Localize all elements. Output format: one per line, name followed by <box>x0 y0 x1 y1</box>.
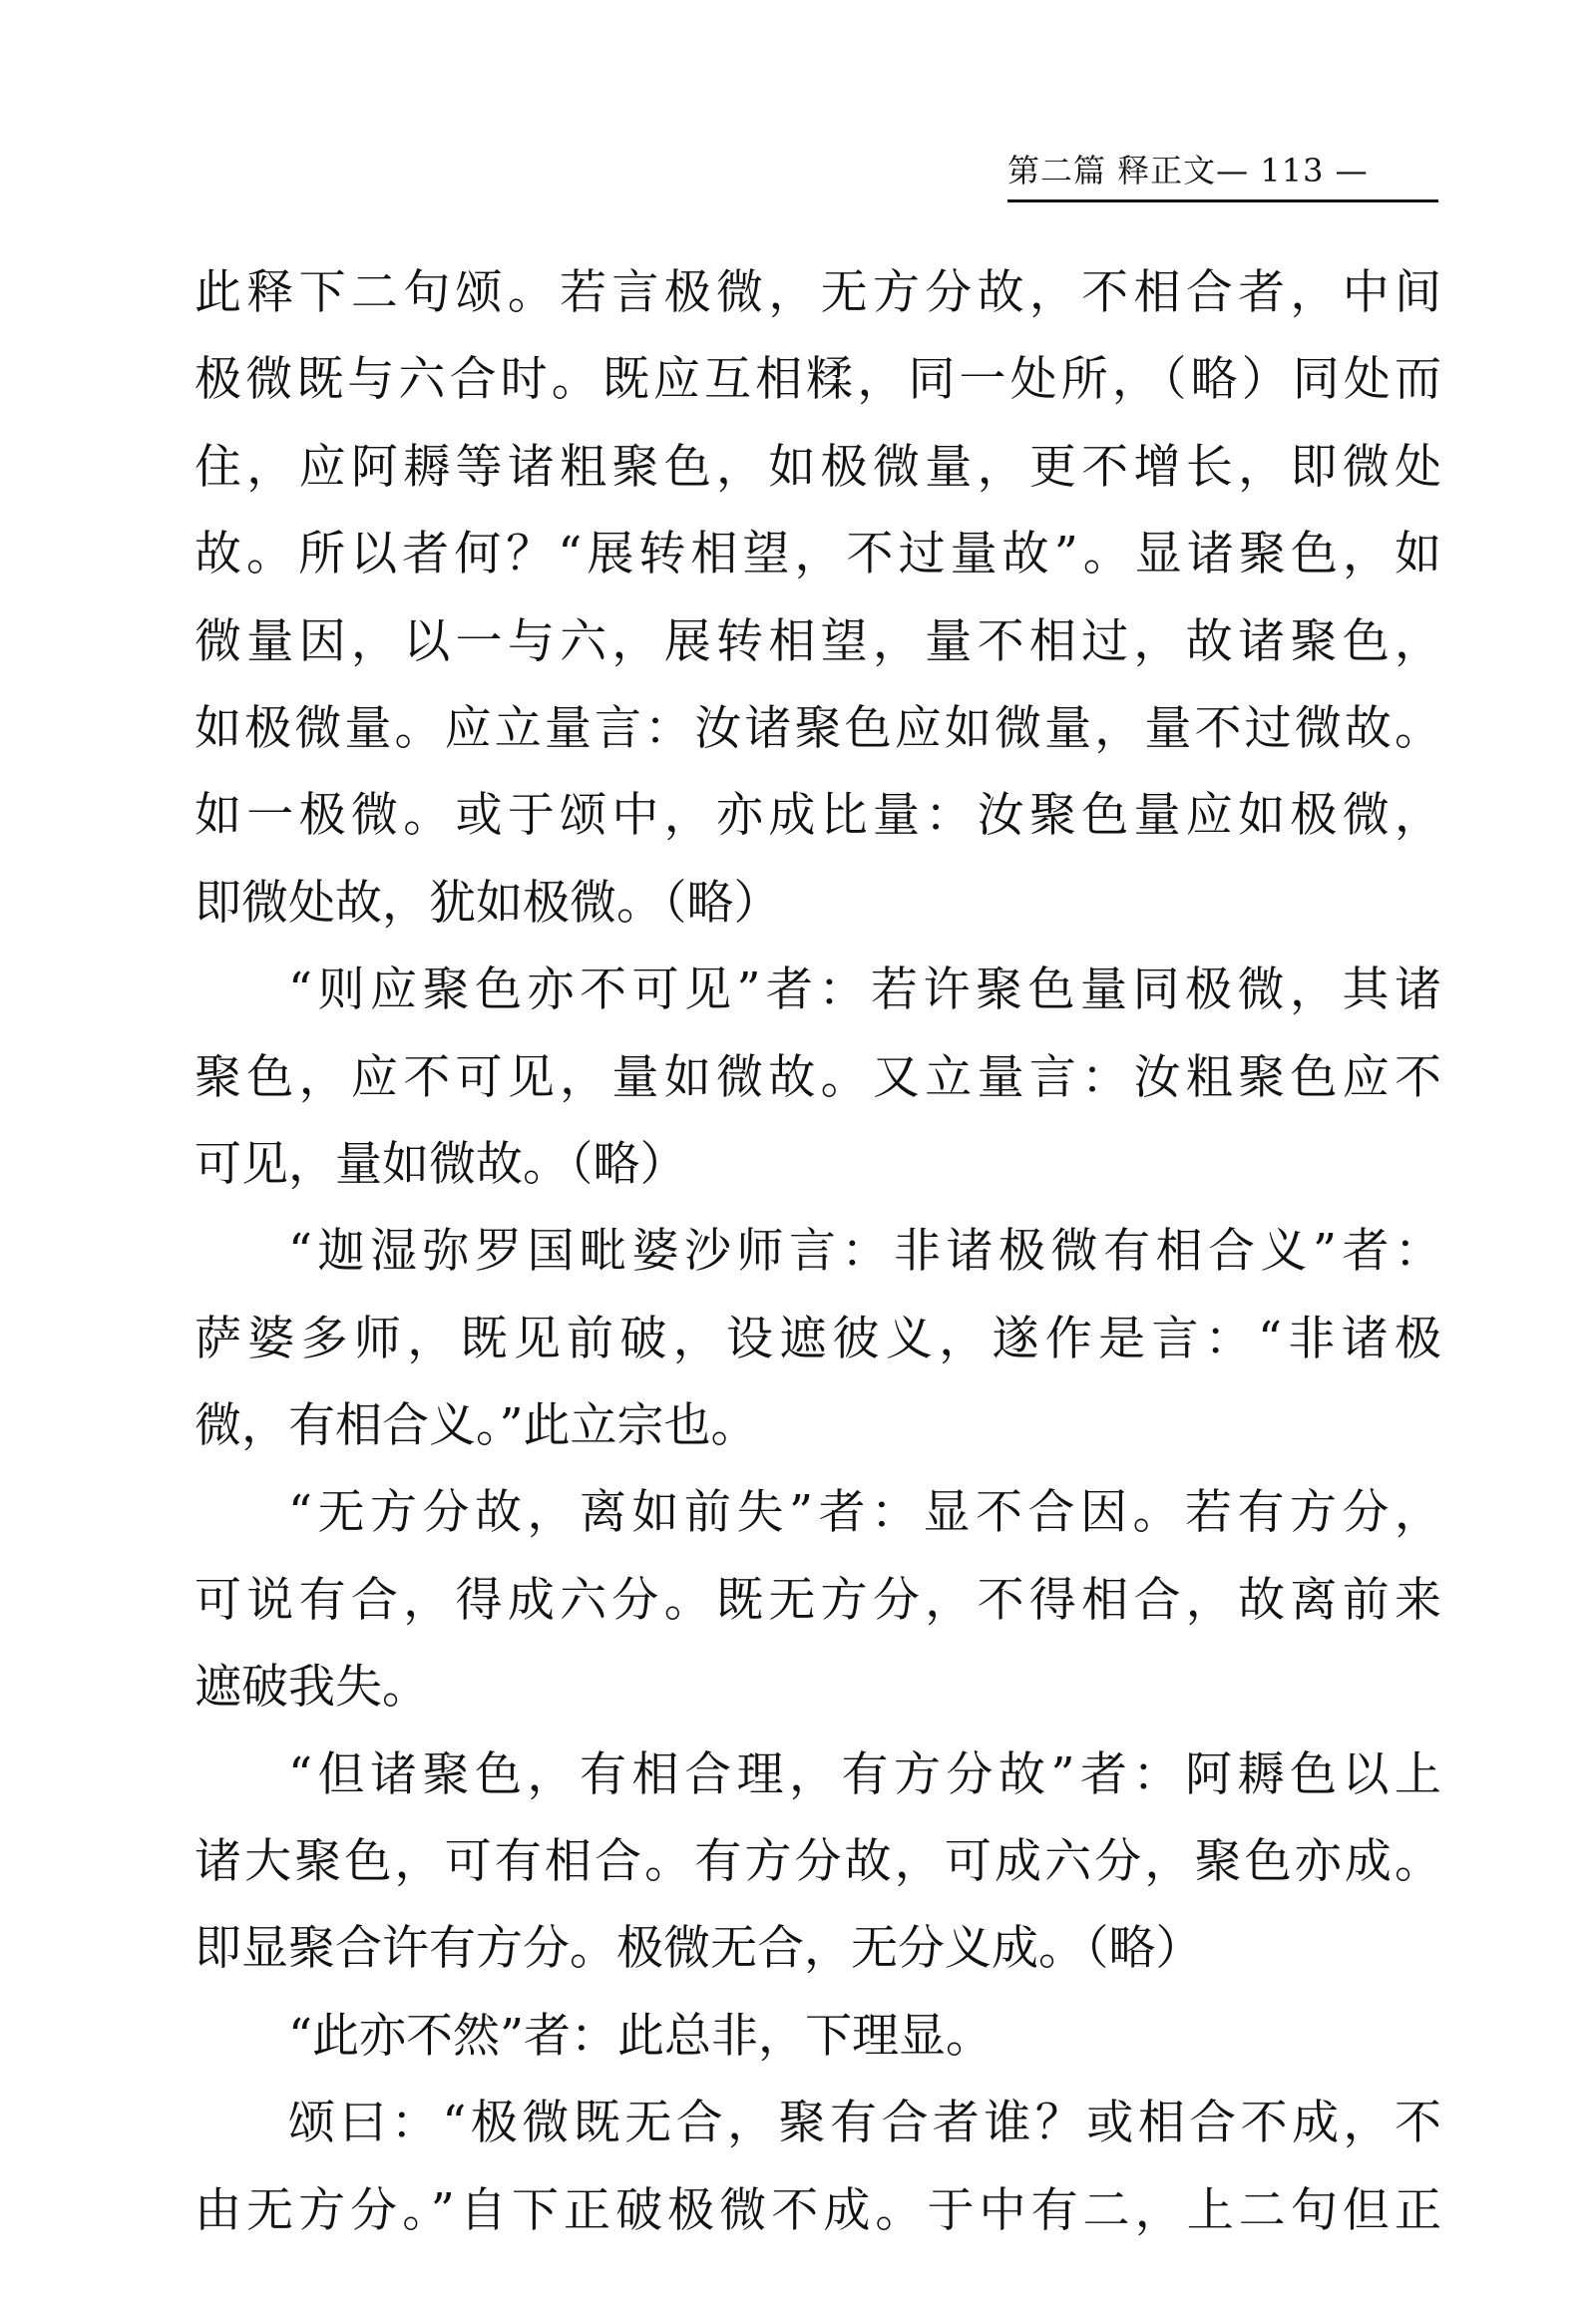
header-rule <box>1007 199 1438 202</box>
text-line: 微，有相合义。”此立宗也。 <box>195 1398 758 1454</box>
text-line: 萨婆多师，既见前破，设遮彼义，遂作是言：“非诸极 <box>195 1311 1441 1366</box>
text-line: “但诸聚色，有相合理，有方分故”者：阿耨色以上 <box>288 1746 1441 1802</box>
text-line: 颂曰：“极微既无合，聚有合者谁？或相合不成，不 <box>288 2096 1441 2151</box>
text-line: 故。所以者何？“展转相望，不过量故”。显诸聚色，如 <box>195 527 1441 582</box>
text-line: 如极微量。应立量言：汝诸聚色应如微量，量不过微故。 <box>195 700 1441 756</box>
text-line: “无方分故，离如前失”者：显不合因。若有方分， <box>288 1485 1441 1541</box>
text-line: 如一极微。或于颂中，亦成比量：汝聚色量应如极微， <box>195 788 1441 844</box>
text-line: 极微既与六合时。既应互相糅，同一处所，（略）同处而 <box>195 352 1441 408</box>
text-line: 微量因，以一与六，展转相望，量不相过，故诸聚色， <box>195 613 1441 669</box>
text-line: “迦湿弥罗国毗婆沙师言：非诸极微有相合义”者： <box>288 1224 1441 1280</box>
text-line: 可说有合，得成六分。既无方分，不得相合，故离前来 <box>195 1572 1441 1628</box>
body-text <box>195 249 1441 2254</box>
text-line: 可见，量如微故。（略） <box>195 1136 687 1192</box>
text-line: 诸大聚色，可有相合。有方分故，可成六分，聚色亦成。 <box>195 1834 1441 1890</box>
text-line: 住，应阿耨等诸粗聚色，如极微量，更不增长，即微处 <box>195 439 1441 495</box>
text-line: 即微处故，犹如极微。（略） <box>195 875 781 931</box>
running-header: 第二篇 释正文— 113 — <box>1007 152 1369 190</box>
text-line: 此释下二句颂。若言极微，无方分故，不相合者，中间 <box>195 265 1441 320</box>
text-line: 聚色，应不可见，量如微故。又立量言：汝粗聚色应不 <box>195 1049 1441 1105</box>
text-line: 即显聚合许有方分。极微无合，无分义成。（略） <box>195 1921 1203 1977</box>
text-line: 由无方分。”自下正破极微不成。于中有二，上二句但正 <box>195 2182 1441 2238</box>
text-line: “则应聚色亦不可见”者：若许聚色量同极微，其诸 <box>288 963 1441 1018</box>
text-line: “此亦不然”者：此总非，下理显。 <box>288 2008 994 2064</box>
text-line: 遮破我失。 <box>195 1660 429 1716</box>
